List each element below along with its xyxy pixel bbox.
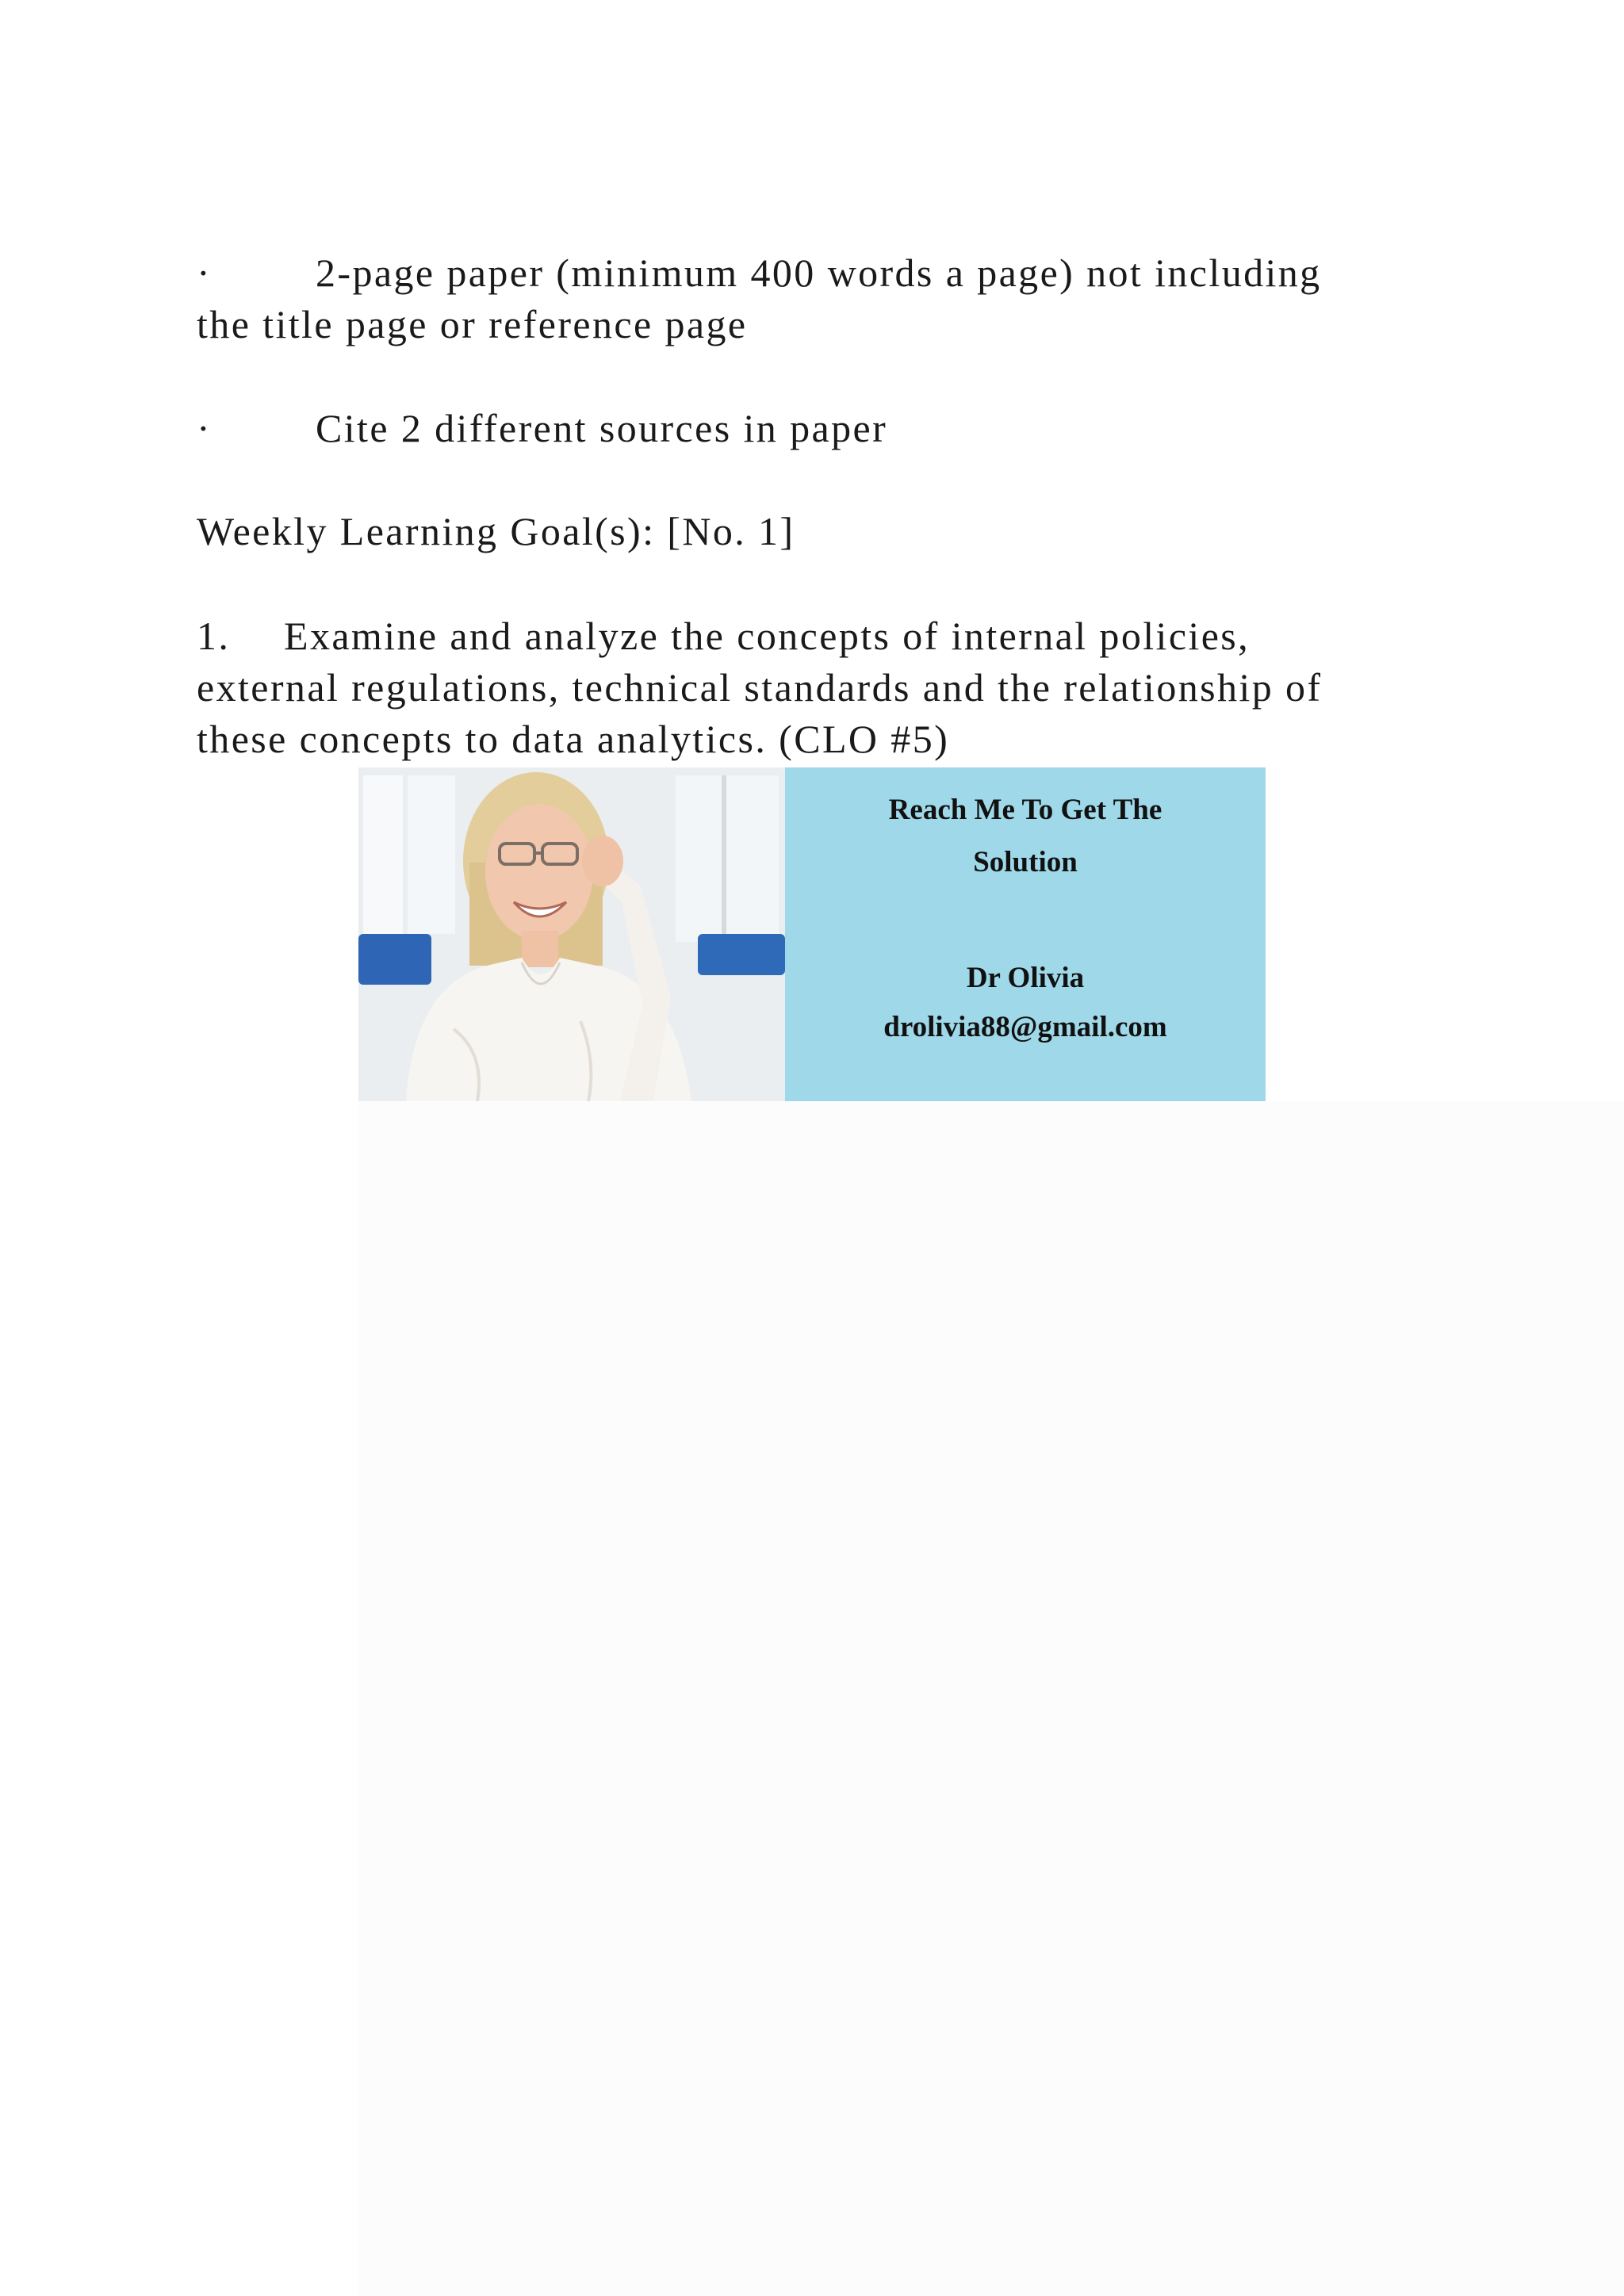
bullet-item-1-line-2: the title page or reference page: [197, 302, 748, 346]
goals-heading: [197, 506, 1434, 557]
goal-item-1: [197, 610, 1434, 765]
bullet-symbol: ·: [197, 251, 213, 295]
bullet-item-1-text: 2-page paper (minimum 400 words a page) not including: [316, 251, 1322, 295]
bullet-item-1: [197, 247, 1434, 350]
bullet-item-2: [197, 403, 1434, 454]
contact-panel: [785, 767, 1266, 1101]
bullet-item-1-line-1: [197, 247, 1434, 299]
tutor-photo: [358, 767, 785, 1101]
contact-email[interactable]: drolivia88@gmail.com: [883, 1011, 1167, 1043]
goal-item-1-line-2: external regulations, technical standards and the relationship of: [197, 665, 1323, 710]
bullet-symbol: ·: [197, 406, 213, 450]
goal-item-1-line-1: [197, 610, 1434, 662]
goal-number: 1.: [197, 614, 231, 658]
goals-heading-text: Weekly Learning Goal(s): [No. 1]: [197, 509, 795, 553]
blank-panel: [358, 1102, 1624, 2296]
banner-headline-line-2: Solution: [973, 846, 1078, 878]
bullet-item-2-text: Cite 2 different sources in paper: [316, 406, 888, 450]
promo-banner: [358, 767, 1266, 1101]
banner-headline-line-1: Reach Me To Get The: [888, 794, 1162, 826]
goal-item-1-line-3: these concepts to data analytics. (CLO #5): [197, 717, 950, 761]
bullet-item-2-line-1: [197, 403, 1434, 454]
goal-item-1-text: Examine and analyze the concepts of internal policies,: [284, 614, 1251, 658]
tutor-photo-illustration: [358, 767, 785, 1101]
contact-name: Dr Olivia: [966, 962, 1085, 994]
